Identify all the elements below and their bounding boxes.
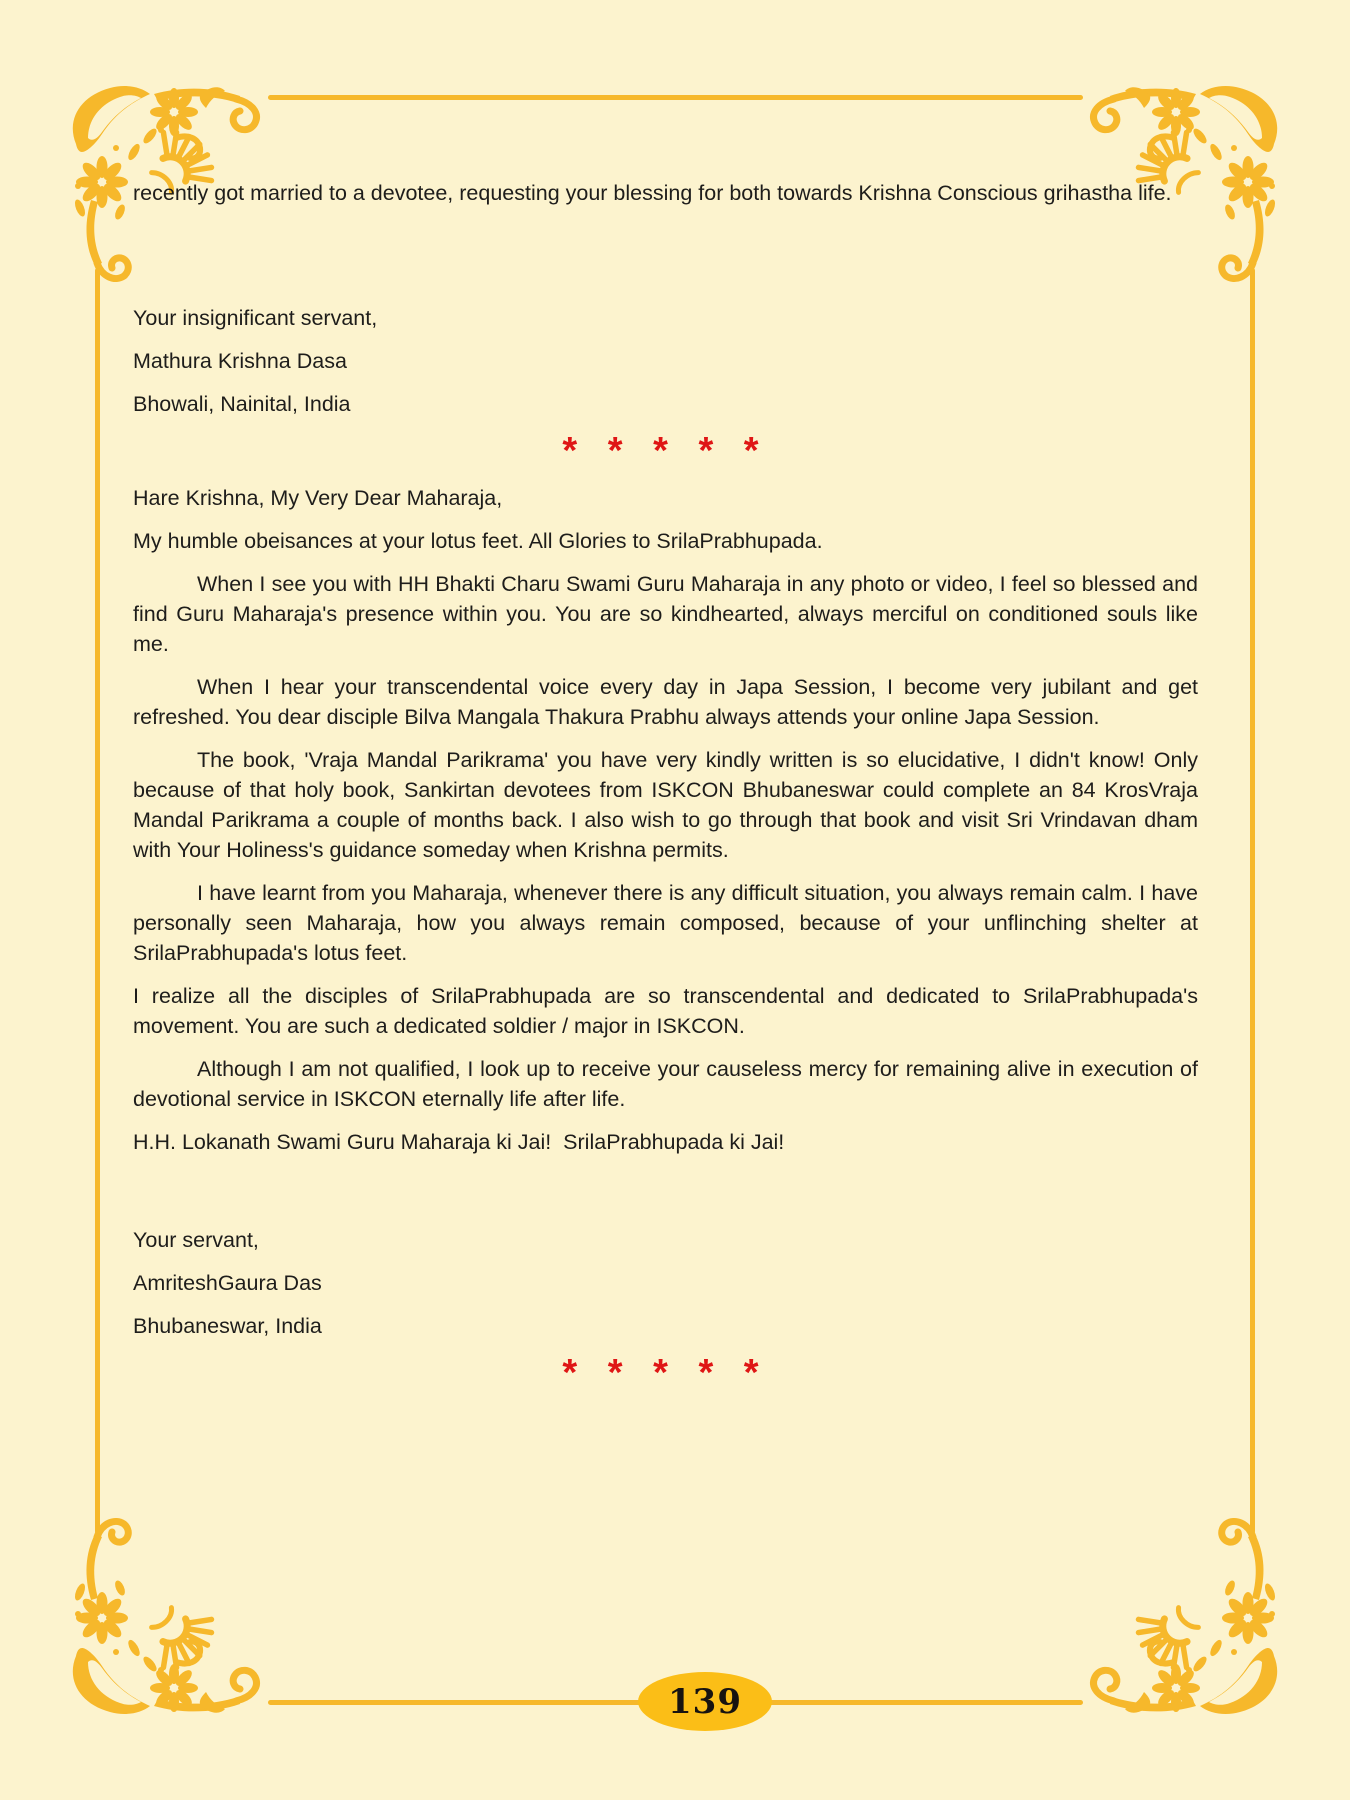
first-letter-closing-block (133, 303, 1198, 419)
page-number-badge (638, 1672, 772, 1731)
closing-line: Your insignificant servant, (133, 306, 378, 330)
letter-paragraph: I have learnt from you Maharaja, whenever there is any difficult situation, you always remain calm. I have personally seen Maharaja, how you always remain composed, because of your unflinching shelter at SrilaPrabhupada's lotus feet. (133, 881, 1198, 965)
closing-line: Your servant, (133, 1228, 259, 1252)
salutation-line: Hare Krishna, My Very Dear Maharaja, (133, 486, 503, 510)
letter-paragraph: The book, 'Vraja Mandal Parikrama' you have very kindly written is so elucidative, I didn't know! Only because of that holy book, Sankirtan devotees from ISKCON Bhubaneswar could complete an 84 KrosVraja Mandal Parikrama a couple of months back. I also wish to go through that book and visit Sri Vrindavan dham with Your Holiness's guidance someday when Krishna permits. (133, 748, 1198, 862)
page-number: 139 (668, 1681, 742, 1722)
corner-ornament-bottom-left-icon (58, 1513, 273, 1728)
page-content (133, 178, 1198, 1405)
second-letter-closing-block (133, 1225, 1198, 1341)
separator-asterisks: * * * * * (562, 1352, 769, 1394)
signature-name: Mathura Krishna Dasa (133, 349, 347, 373)
letter-paragraph: Although I am not qualified, I look up to receive your causeless mercy for remaining alive in execution of devotional service in ISKCON eternally life after life. (133, 1057, 1198, 1111)
border-line-left (95, 268, 100, 1534)
signature-location: Bhubaneswar, India (133, 1314, 322, 1338)
obeisance-line: My humble obeisances at your lotus feet. All Glories to SrilaPrabhupada. (133, 529, 823, 553)
signature-location: Bhowali, Nainital, India (133, 392, 351, 416)
letter-paragraph: When I see you with HH Bhakti Charu Swami Guru Maharaja in any photo or video, I feel so blessed and find Guru Maharaja's presence within you. You are so kindhearted, always merciful on conditioned souls like me. (133, 572, 1198, 656)
letter-paragraph: I realize all the disciples of SrilaPrabhupada are so transcendental and dedicated to SrilaPrabhupada's movement. You are such a dedicated soldier / major in ISKCON. (133, 984, 1198, 1038)
letter-continuation-paragraph: recently got married to a devotee, requesting your blessing for both towards Krishna Conscious grihastha life. (133, 181, 1172, 205)
border-line-right (1250, 268, 1255, 1534)
jai-line: H.H. Lokanath Swami Guru Maharaja ki Jai! SrilaPrabhupada ki Jai! (133, 1130, 785, 1154)
letter-paragraph: When I hear your transcendental voice every day in Japa Session, I become very jubilant and get refreshed. You dear disciple Bilva Mangala Thakura Prabhu always attends your online Japa Session. (133, 675, 1198, 729)
corner-ornament-bottom-right-icon (1077, 1513, 1292, 1728)
separator-asterisks: * * * * * (562, 430, 769, 472)
border-line-top (268, 95, 1083, 100)
signature-name: AmriteshGaura Das (133, 1271, 322, 1295)
